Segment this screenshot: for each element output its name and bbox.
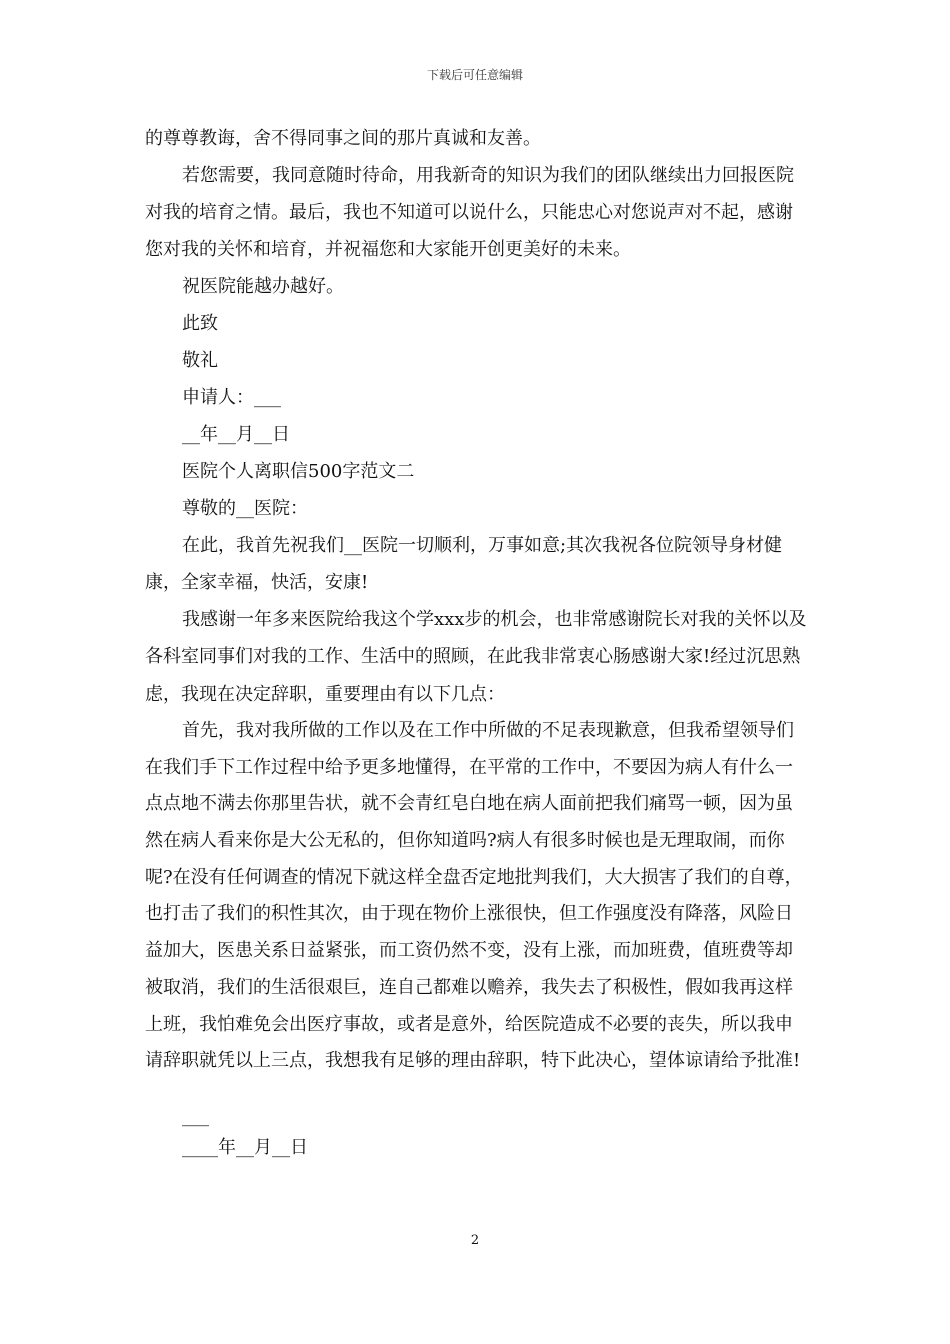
paragraph-continuation: 的尊尊教诲，舍不得同事之间的那片真诚和友善。 xyxy=(145,128,541,149)
paragraph-standby: 若您需要，我同意随时待命，用我新奇的知识为我们的团队继续出力回报医院对我的培育之情。最后，我也不知道可以说什么，只能忠心对您说声对不起，感谢您对我的关怀和培育，并祝福您和大家能开创更美好的未来。 xyxy=(145,165,794,260)
date-line: __年__月__日 xyxy=(182,424,290,445)
signature-date: ____年__月__日 xyxy=(182,1136,308,1158)
paragraph-greeting: 在此，我首先祝我们__医院一切顺利，万事如意;其次我祝各位院领导身材健康，全家幸福，快活，安康! xyxy=(145,535,783,593)
page-number: 2 xyxy=(470,1233,480,1248)
closing-jingli: 敬礼 xyxy=(182,350,218,371)
paragraph-thanks: 我感谢一年多来医院给我这个学xxx步的机会，也非常感谢院长对我的关怀以及各科室同事们对我的工作、生活中的照顾，在此我非常衷心肠感谢大家!经过沉思熟虑，我现在决定辞职，重要理由有以下几点： xyxy=(145,609,807,705)
paragraph-reasons: 首先，我对我所做的工作以及在工作中所做的不足表现歉意，但我希望领导们在我们手下工作过程中给予更多地懂得，在平常的工作中，不要因为病人有什么一点点地不满去你那里告状，就不会青红皂白地在病人面前把我们痛骂一顿，因为虽然在病人看来你是大公无私的，但你知道吗?病人有很多时候也是无理取闹，而你呢?在没有任何调查的情况下就这样全盘否定地批判我们，大大损害了我们的自尊，也打击了我们的积性其次，由于现在物价上涨很快，但工作强度没有降落，风险日益加大，医患关系日益紧张，而工资仍然不变，没有上涨，而加班费，值班费等却被取消，我们的生活很艰巨，连自己都难以赡养，我失去了积极性，假如我再这样上班，我怕难免会出医疗事故，或者是意外，给医院造成不必要的丧失，所以我申请辞职就凭以上三点，我想我有足够的理由辞职，特下此决心，望体谅请给予批准! xyxy=(145,719,803,1072)
spacer xyxy=(145,1080,810,1098)
page-header: 下载后可任意编辑 xyxy=(426,68,523,82)
signature-blank: ___ xyxy=(182,1105,209,1127)
salutation: 尊敬的__医院： xyxy=(182,498,308,519)
section-title: 医院个人离职信500字范文二 xyxy=(182,461,415,482)
closing-cizhi: 此致 xyxy=(182,313,218,334)
wish-line: 祝医院能越办越好。 xyxy=(182,276,344,297)
document-body xyxy=(145,120,810,1166)
applicant-line: 申请人：___ xyxy=(182,387,281,408)
